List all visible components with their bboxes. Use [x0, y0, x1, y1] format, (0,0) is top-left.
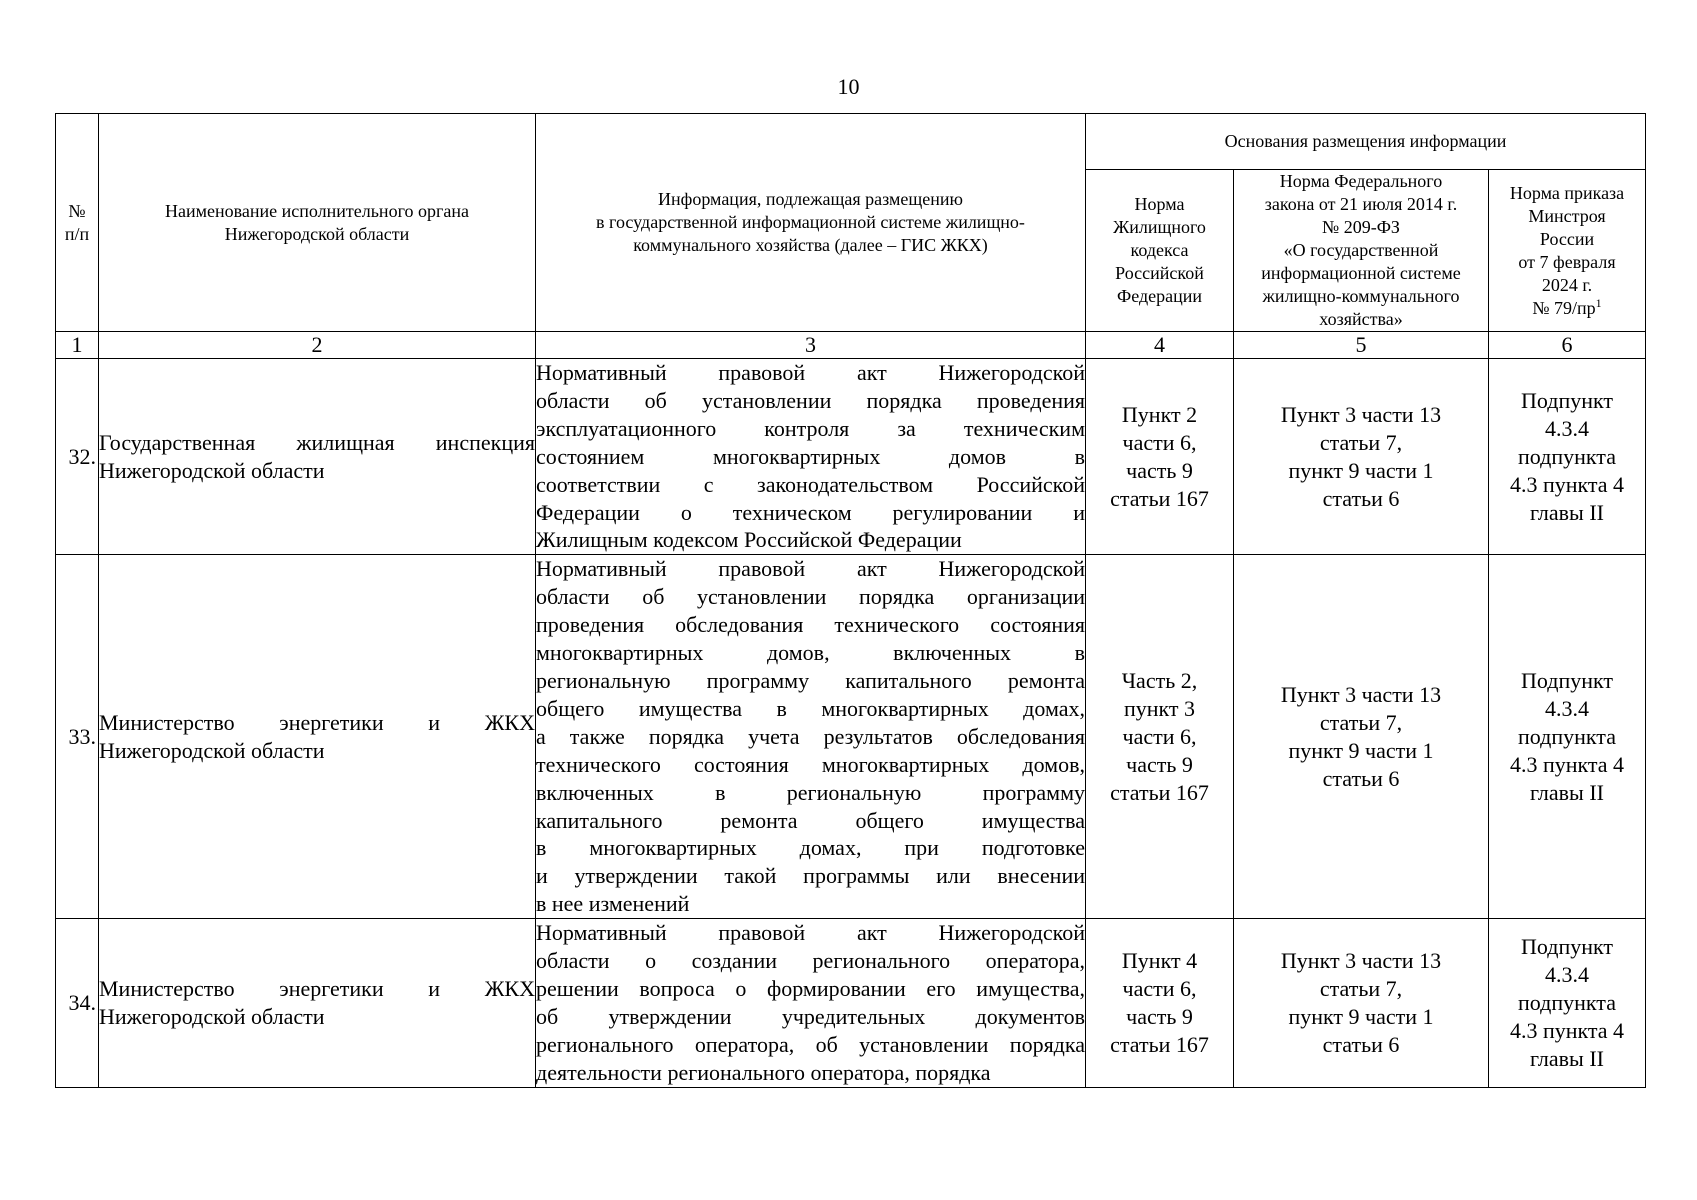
federal-law-basis-line: пункт 9 части 1	[1288, 1003, 1434, 1029]
header-ministry-order: Норма приказа Минстроя России от 7 февраля 2024 г. № $79/пр^1$	[1489, 170, 1646, 332]
information-text-line: в нее изменений	[536, 891, 690, 917]
authority-name-line: Нижегородской области	[99, 1003, 325, 1029]
housing-code-basis-line: часть 9	[1126, 1003, 1193, 1029]
information-text-line: Федерации о техническом регулировании и	[536, 499, 1085, 525]
housing-code-basis-line: часть 9	[1126, 751, 1193, 777]
table-row	[56, 359, 1646, 555]
header-information: Информация, подлежащая размещению в государственной информационной системе жилищно- коммунального хозяйства (далее – ГИС ЖКХ)	[536, 114, 1086, 332]
housing-code-basis	[1086, 359, 1234, 555]
information-text-line: включенных в региональную программу	[536, 779, 1085, 805]
column-number: 5	[1234, 332, 1489, 359]
housing-code-basis-line: статьи 167	[1110, 1031, 1209, 1057]
ministry-order-basis-line: подпункта	[1518, 723, 1616, 749]
header-basis-group: Основания размещения информации	[1086, 114, 1646, 170]
information-text-line: Нормативный правовой акт Нижегородской	[536, 360, 1085, 385]
ministry-order-basis-line: Подпункт	[1521, 934, 1614, 960]
page-number: 10	[837, 74, 860, 99]
information-text-line: многоквартирных домов, включенных в	[536, 640, 1085, 666]
ministry-order-basis-line: 4.3 пункта 4	[1509, 471, 1625, 497]
ministry-order-basis-line: 4.3 пункта 4	[1509, 1017, 1625, 1043]
information-text-line: Жилищным кодексом Российской Федерации	[536, 527, 962, 553]
federal-law-basis-line: Пункт 3 части 13	[1280, 681, 1442, 707]
ministry-order-basis	[1489, 555, 1646, 919]
federal-law-basis-line: пункт 9 части 1	[1288, 737, 1434, 763]
ministry-order-basis	[1489, 919, 1646, 1087]
authority-name-line: Министерство энергетики и ЖКХ	[99, 975, 535, 1001]
information-text	[536, 359, 1086, 555]
housing-code-basis-line: часть 9	[1126, 457, 1193, 483]
federal-law-basis-line: Пункт 3 части 13	[1280, 948, 1442, 974]
federal-law-basis-line: пункт 9 части 1	[1288, 457, 1434, 483]
ministry-order-basis	[1489, 359, 1646, 555]
ministry-order-basis-line: 4.3.4	[1545, 415, 1589, 441]
authority-name	[99, 359, 536, 555]
housing-code-basis	[1086, 555, 1234, 919]
federal-law-basis-line: статьи 6	[1322, 1031, 1400, 1057]
information-text-line: деятельности регионального оператора, порядка	[536, 1059, 991, 1085]
authority-name-line: Министерство энергетики и ЖКХ	[99, 709, 535, 735]
column-number: 3	[536, 332, 1086, 359]
ministry-order-basis-line: главы II	[1530, 499, 1604, 525]
ministry-order-basis-line: 4.3.4	[1545, 695, 1589, 721]
column-number: 2	[99, 332, 536, 359]
ministry-order-basis-line: главы II	[1530, 1045, 1604, 1071]
information-text-line: области о создании регионального оператора,	[536, 948, 1085, 974]
table-row	[56, 555, 1646, 919]
ministry-order-basis-line: подпункта	[1518, 443, 1616, 469]
information-text-line: Нормативный правовой акт Нижегородской	[536, 556, 1085, 582]
federal-law-basis-line: статьи 7,	[1319, 975, 1403, 1001]
ministry-order-basis-line: Подпункт	[1521, 387, 1614, 413]
header-num: № п/п	[56, 114, 99, 332]
housing-code-basis-line: Пункт 4	[1121, 948, 1198, 974]
column-number: 1	[56, 332, 99, 359]
ministry-order-basis-line: Подпункт	[1521, 667, 1614, 693]
information-text-line: капитального ремонта общего имущества	[536, 807, 1085, 833]
column-number-row	[56, 332, 1646, 359]
housing-code-basis-line: части 6,	[1122, 975, 1197, 1001]
federal-law-basis	[1234, 555, 1489, 919]
information-text-line: в многоквартирных домах, при подготовке	[536, 835, 1085, 861]
ministry-order-basis-line: 4.3.4	[1545, 961, 1589, 987]
header-authority-name: Наименование исполнительного органа Нижегородской области	[99, 114, 536, 332]
information-text-line: а также порядка учета результатов обследования	[536, 723, 1085, 749]
information-text-line: области об установлении порядка организации	[536, 584, 1085, 610]
ministry-order-basis-line: главы II	[1530, 779, 1604, 805]
information-text-line: об утверждении учредительных документов	[536, 1003, 1085, 1029]
regulation-table	[55, 113, 1646, 1088]
federal-law-basis-line: статьи 6	[1322, 765, 1400, 791]
information-text-line: региональную программу капитального ремонта	[536, 667, 1085, 693]
information-text-line: Нормативный правовой акт Нижегородской	[536, 920, 1085, 946]
federal-law-basis-line: Пункт 3 части 13	[1280, 401, 1442, 427]
information-text	[536, 919, 1086, 1087]
information-text-line: регионального оператора, об установлении порядка	[536, 1031, 1085, 1057]
federal-law-basis	[1234, 919, 1489, 1087]
housing-code-basis-line: статьи 167	[1110, 485, 1209, 511]
information-text-line: соответствии с законодательством Российской	[536, 471, 1085, 497]
authority-name	[99, 919, 536, 1087]
federal-law-basis-line: статьи 7,	[1319, 429, 1403, 455]
authority-name-line: Нижегородской области	[99, 457, 325, 483]
row-number: 33.	[56, 555, 99, 919]
authority-name-line: Государственная жилищная инспекция	[99, 429, 535, 455]
housing-code-basis-line: Пункт 2	[1121, 401, 1198, 427]
information-text	[536, 555, 1086, 919]
column-number: 6	[1489, 332, 1646, 359]
federal-law-basis-line: статьи 7,	[1319, 709, 1403, 735]
header-federal-law: Норма Федерального закона от 21 июля 2014 г. № 209-ФЗ «О государственной информационной системе жилищно-коммунального хозяйства»	[1234, 170, 1489, 332]
row-number: 34.	[56, 919, 99, 1087]
housing-code-basis-line: статьи 167	[1110, 779, 1209, 805]
federal-law-basis	[1234, 359, 1489, 555]
header-housing-code: Норма Жилищного кодекса Российской Федерации	[1086, 170, 1234, 332]
row-number: 32.	[56, 359, 99, 555]
information-text-line: состоянием многоквартирных домов в	[536, 443, 1085, 469]
information-text-line: эксплуатационного контроля за техническим	[536, 415, 1085, 441]
ministry-order-basis-line: подпункта	[1518, 989, 1616, 1015]
housing-code-basis-line: пункт 3	[1123, 695, 1196, 721]
table-row	[56, 919, 1646, 1087]
authority-name	[99, 555, 536, 919]
information-text-line: решении вопроса о формировании его имущества,	[536, 975, 1085, 1001]
housing-code-basis	[1086, 919, 1234, 1087]
column-number: 4	[1086, 332, 1234, 359]
information-text-line: проведения обследования технического состояния	[536, 612, 1085, 638]
information-text-line: и утверждении такой программы или внесении	[536, 863, 1085, 889]
ministry-order-basis-line: 4.3 пункта 4	[1509, 751, 1625, 777]
information-text-line: области об установлении порядка проведения	[536, 387, 1085, 413]
housing-code-basis-line: Часть 2,	[1121, 667, 1198, 693]
footnote-marker: 1	[1595, 295, 1602, 310]
information-text-line: технического состояния многоквартирных домов,	[536, 751, 1085, 777]
housing-code-basis-line: части 6,	[1122, 429, 1197, 455]
information-text-line: общего имущества в многоквартирных домах,	[536, 695, 1085, 721]
federal-law-basis-line: статьи 6	[1322, 485, 1400, 511]
authority-name-line: Нижегородской области	[99, 737, 325, 763]
housing-code-basis-line: части 6,	[1122, 723, 1197, 749]
